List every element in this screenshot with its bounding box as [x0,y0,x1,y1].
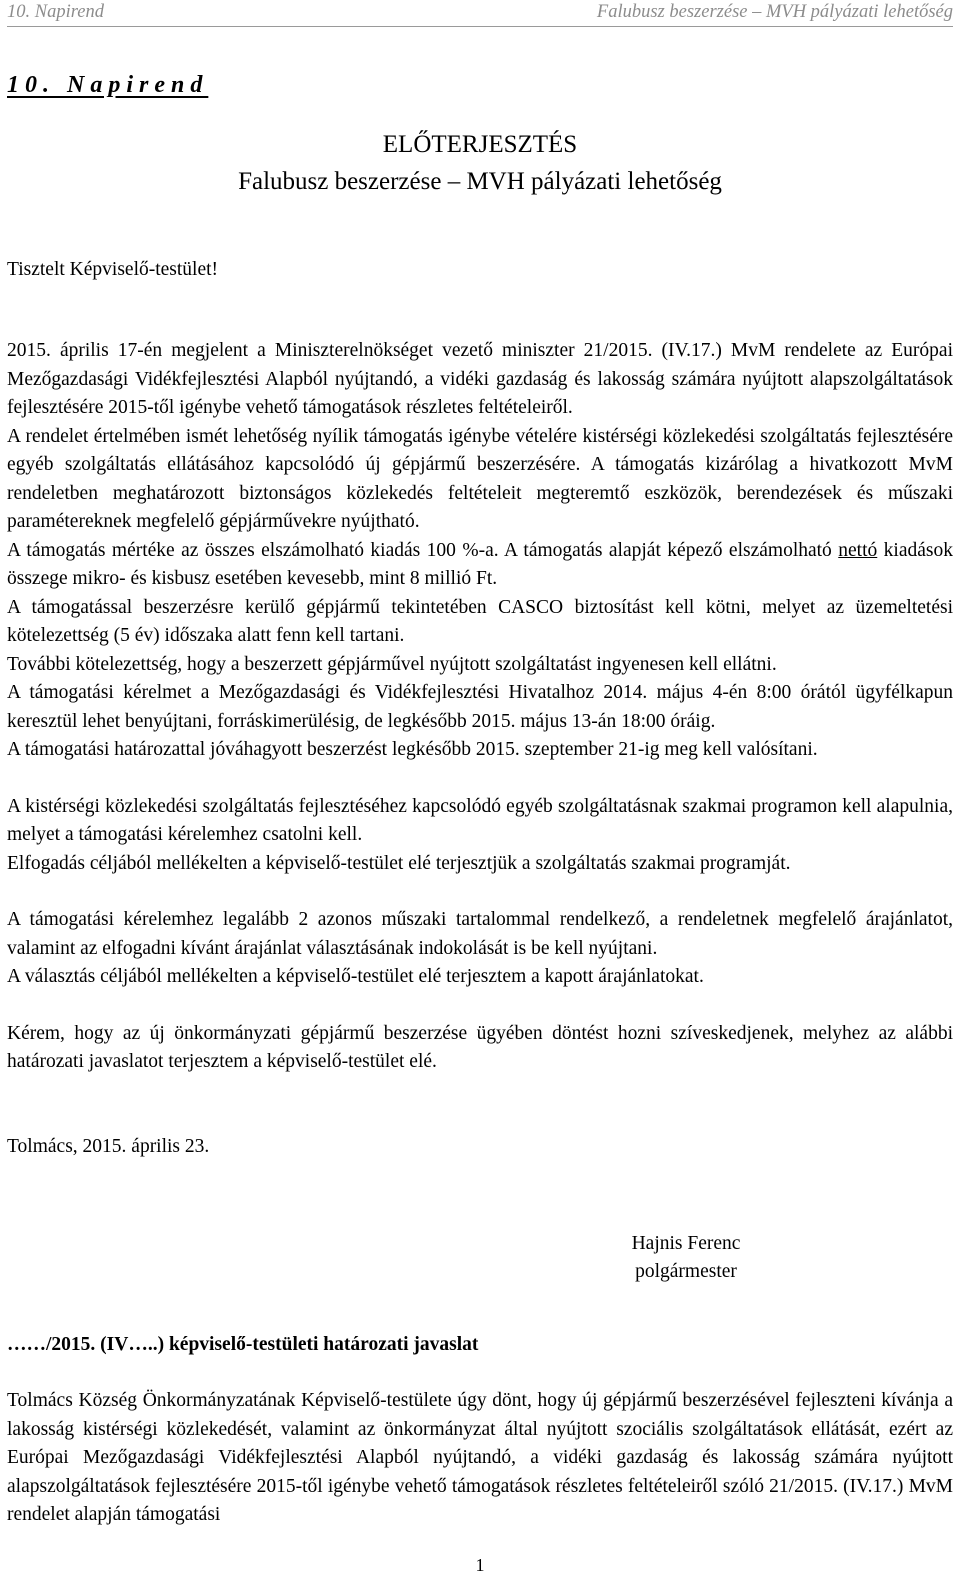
paragraph-text: kiadások összege mikro- és kisbusz esetében kevesebb, mint 8 millió Ft. [7,539,953,589]
paragraph: A választás céljából mellékelten a képviselő-testület elé terjesztem a kapott árajánlatokat. [7,966,704,987]
document-title: ELŐTERJESZTÉS [382,131,578,158]
paragraph: A rendelet értelmében ismét lehetőség nyílik támogatás igénybe vételére kistérségi közlekedési szolgáltatás fejlesztésére egyéb szolgáltatás ellátásához kapcsolódó új gépjármű beszerzésére. A támogatás kizárólag a hivatkozott MvM rendeletben meghatározott biztonságos közlekedés feltételeit megteremtő eszközök, berendezések és műszaki paramétereknek megfelelő gépjárművekre nyújtható. [7,425,953,532]
header-right-text: Falubusz beszerzése – MVH pályázati lehetőség [596,2,953,22]
resolution-title: ……/2015. (IV…..) képviselő-testületi határozati javaslat [7,1334,479,1355]
resolution-text [7,1387,953,1530]
paragraph: Kérem, hogy az új önkormányzati gépjármű beszerzése ügyében döntést hozni szíveskedjenek, melyhez az alábbi határozati javaslatot terjesztem a képviselő-testület elé. [7,1022,953,1072]
paragraph: További kötelezettség, hogy a beszerzett gépjárművel nyújtott szolgáltatást ingyenesen kell ellátni. [7,653,777,675]
paragraph: Elfogadás céljából mellékelten a képviselő-testület elé terjesztjük a szolgáltatás szakmai programját. [7,852,791,874]
salutation [7,256,953,285]
document-subtitle: Falubusz beszerzése – MVH pályázati lehetőség [238,168,722,195]
paragraph: A támogatással beszerzésre kerülő gépjármű tekintetében CASCO biztosítást kell kötni, melyet az üzemeltetési kötelezettség (5 év) időszaka alatt fenn kell tartani. [7,596,953,646]
signatory-role: polgármester [635,1261,737,1282]
paragraph: A kistérségi közlekedési szolgáltatás fejlesztéséhez kapcsolódó egyéb szolgáltatásnak szakmai programon kell alapulnia, melyet a támogatási kérelemhez csatolni kell. [7,795,953,845]
agenda-heading: 10. Napirend [7,72,209,98]
underlined-word: nettó [838,539,878,561]
resolution-paragraph: Tolmács Község Önkormányzatának Képviselő-testülete úgy dönt, hogy új gépjármű beszerzésével fejleszteni kívánja a lakosság kistérségi közlekedését, valamint az önkormányzat által nyújtott szociális szolgáltatások ellátását, ezért az Európai Mezőgazdasági Vidékfejlesztési Alapból nyújtandó, a vidéki gazdaság és lakosság számára nyújtott alapszolgáltatások fejlesztésére 2015-től igénybe vehető támogatások részletes feltételeiről szóló 21/2015. (IV.17.) MvM rendelet alapján támogatási [7,1390,953,1525]
signatory-name: Hajnis Ferenc [631,1233,741,1254]
paragraph: A támogatási határozattal jóváhagyott beszerzést legkésőbb 2015. szeptember 21-ig meg kell valósítani. [7,739,818,760]
paragraph: A támogatási kérelemhez legalább 2 azonos műszaki tartalommal rendelkező, a rendeletnek megfelelő árajánlatot, valamint az elfogadni kívánt árajánlat választásának indokolását is be kell nyújtani. [7,909,953,959]
paragraph [7,537,953,594]
paragraph-text: A támogatás mértéke az összes elszámolható kiadás 100 %-a. A támogatás alapját képező elszámolható [7,539,839,561]
page-header [7,0,953,27]
header-left-text: 10. Napirend [7,2,104,22]
paragraph: A támogatási kérelmet a Mezőgazdasági és Vidékfejlesztési Hivatalhoz 2014. május 4-én 8:00 órától ügyfélkapun keresztül lehet benyújtani, forráskimerülésig, de legkésőbb 2015. május 13-án 18:00 óráig. [7,682,953,732]
date-place: Tolmács, 2015. április 23. [7,1135,210,1157]
page-number: 1 [475,1555,485,1575]
main-text [7,337,953,1161]
paragraph: 2015. április 17-én megjelent a Miniszterelnökséget vezető miniszter 21/2015. (IV.17.) MvM rendelete az Európai Mezőgazdasági Vidékfejlesztési Alapból nyújtandó, a vidéki gazdaság és lakosság számára nyújtott alapszolgáltatások fejlesztésére 2015-től igénybe vehető támogatások részletes feltételeiről. [7,340,953,418]
salutation-text: Tisztelt Képviselő-testület! [7,259,219,280]
